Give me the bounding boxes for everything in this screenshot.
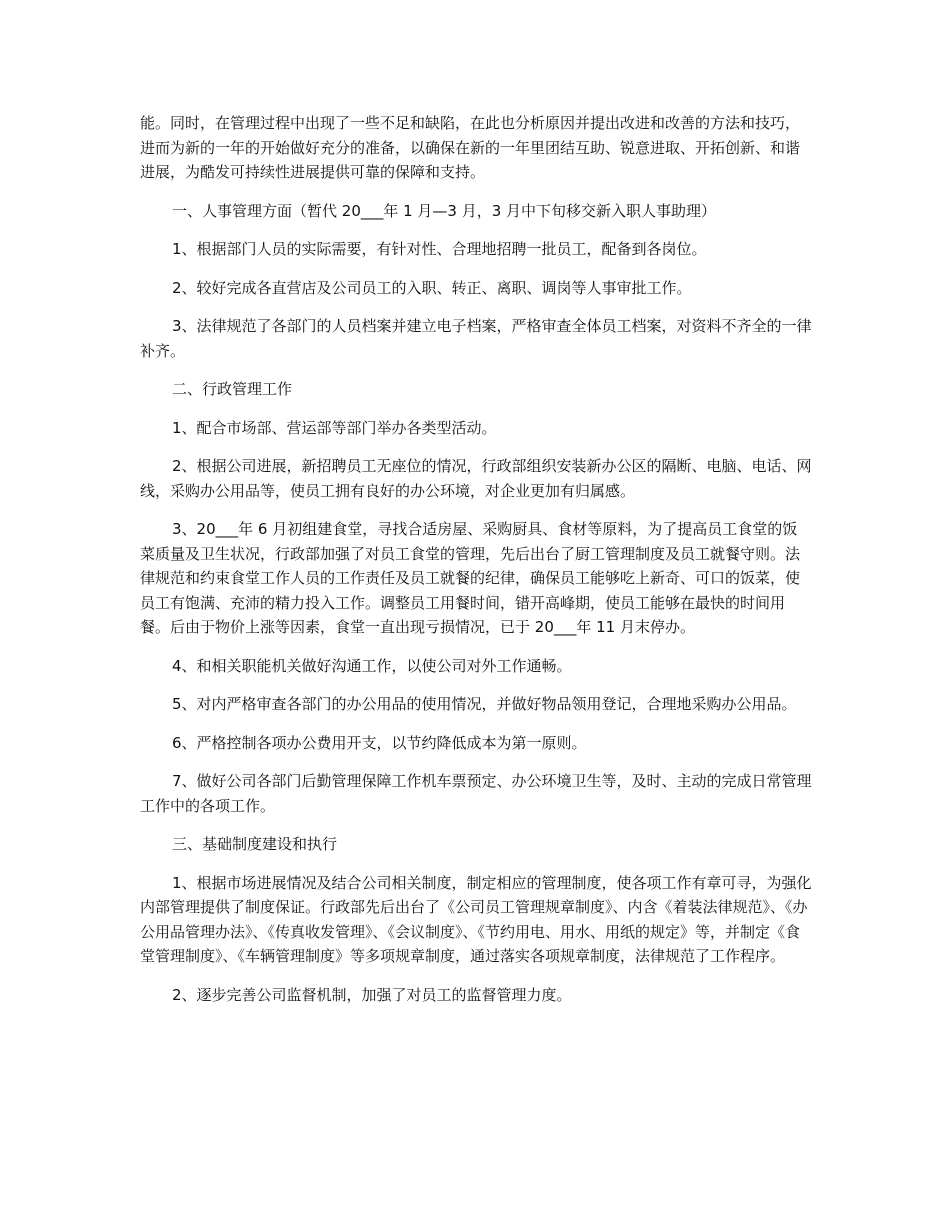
paragraph-personnel-3: 3、法律规范了各部门的人员档案并建立电子档案，严格审查全体员工档案，对资料不齐全的一律补齐。 <box>140 317 812 360</box>
paragraph-personnel-1: 1、根据部门人员的实际需要，有针对性、合理地招聘一批员工，配备到各岗位。 <box>172 240 707 258</box>
section-heading-systems: 三、基础制度建设和执行 <box>172 835 338 853</box>
document-page <box>140 111 812 1021</box>
paragraph-admin-3: 3、20___年 6 月初组建食堂，寻找合适房屋、采购厨具、食材等原料，为了提高员工食堂的饭菜质量及卫生状况，行政部加强了对员工食堂的管理，先后出台了厨工管理制度及员工就餐守则。法律规范和约束食堂工作人员的工作责任及员工就餐的纪律，确保员工能够吃上新奇、可口的饭菜，使员工有饱满、充沛的精力投入工作。调整员工用餐时间，错开高峰期，使员工能够在最快的时间用餐。后由于物价上涨等因素，食堂一直出现亏损情况，已于 20___年 11 月末停办。 <box>140 520 801 636</box>
paragraph-intro-continuation: 能。同时，在管理过程中出现了一些不足和缺陷，在此也分析原因并提出改进和改善的方法和技巧，进而为新的一年的开始做好充分的准备，以确保在新的一年里团结互助、锐意进取、开拓创新、和谐进展，为酷发可持续性进展提供可靠的保障和支持。 <box>140 114 801 181</box>
paragraph-admin-4: 4、和相关职能机关做好沟通工作，以使公司对外工作通畅。 <box>172 656 572 675</box>
paragraph-admin-2: 2、根据公司进展，新招聘员工无座位的情况，行政部组织安装新办公区的隔断、电脑、电话、网线，采购办公用品等，使员工拥有良好的办公环境，对企业更加有归属感。 <box>140 457 812 500</box>
paragraph-admin-5: 5、对内严格审查各部门的办公用品的使用情况，并做好物品领用登记，合理地采购办公用品。 <box>172 695 797 713</box>
paragraph-personnel-2: 2、较好完成各直营店及公司员工的入职、转正、离职、调岗等人事审批工作。 <box>172 278 692 297</box>
paragraph-systems-2: 2、逐步完善公司监督机制，加强了对员工的监督管理力度。 <box>172 985 572 1004</box>
paragraph-admin-6: 6、严格控制各项办公费用开支，以节约降低成本为第一原则。 <box>172 733 587 752</box>
paragraph-systems-1: 1、根据市场进展情况及结合公司相关制度，制定相应的管理制度，使各项工作有章可寻，为强化内部管理提供了制度保证。行政部先后出台了《公司员工管理规章制度》、内含《着装法律规范》、《办公用品管理办法》、《传真收发管理》、《会议制度》、《节约用电、用水、用纸的规定》等，并制定《食堂管理制度》、《车辆管理制度》等多项规章制度，通过落实各项规章制度，法律规范了工作程序。 <box>140 873 812 965</box>
paragraph-admin-7: 7、做好公司各部门后勤管理保障工作机车票预定、办公环境卫生等，及时、主动的完成日常管理工作中的各项工作。 <box>140 772 812 815</box>
section-heading-administration: 二、行政管理工作 <box>172 380 293 398</box>
paragraph-admin-1: 1、配合市场部、营运部等部门举办各类型活动。 <box>172 418 497 437</box>
section-heading-personnel: 一、人事管理方面（暂代 20___年 1 月—3 月，3 月中下旬移交新入职人事助理） <box>172 201 717 220</box>
